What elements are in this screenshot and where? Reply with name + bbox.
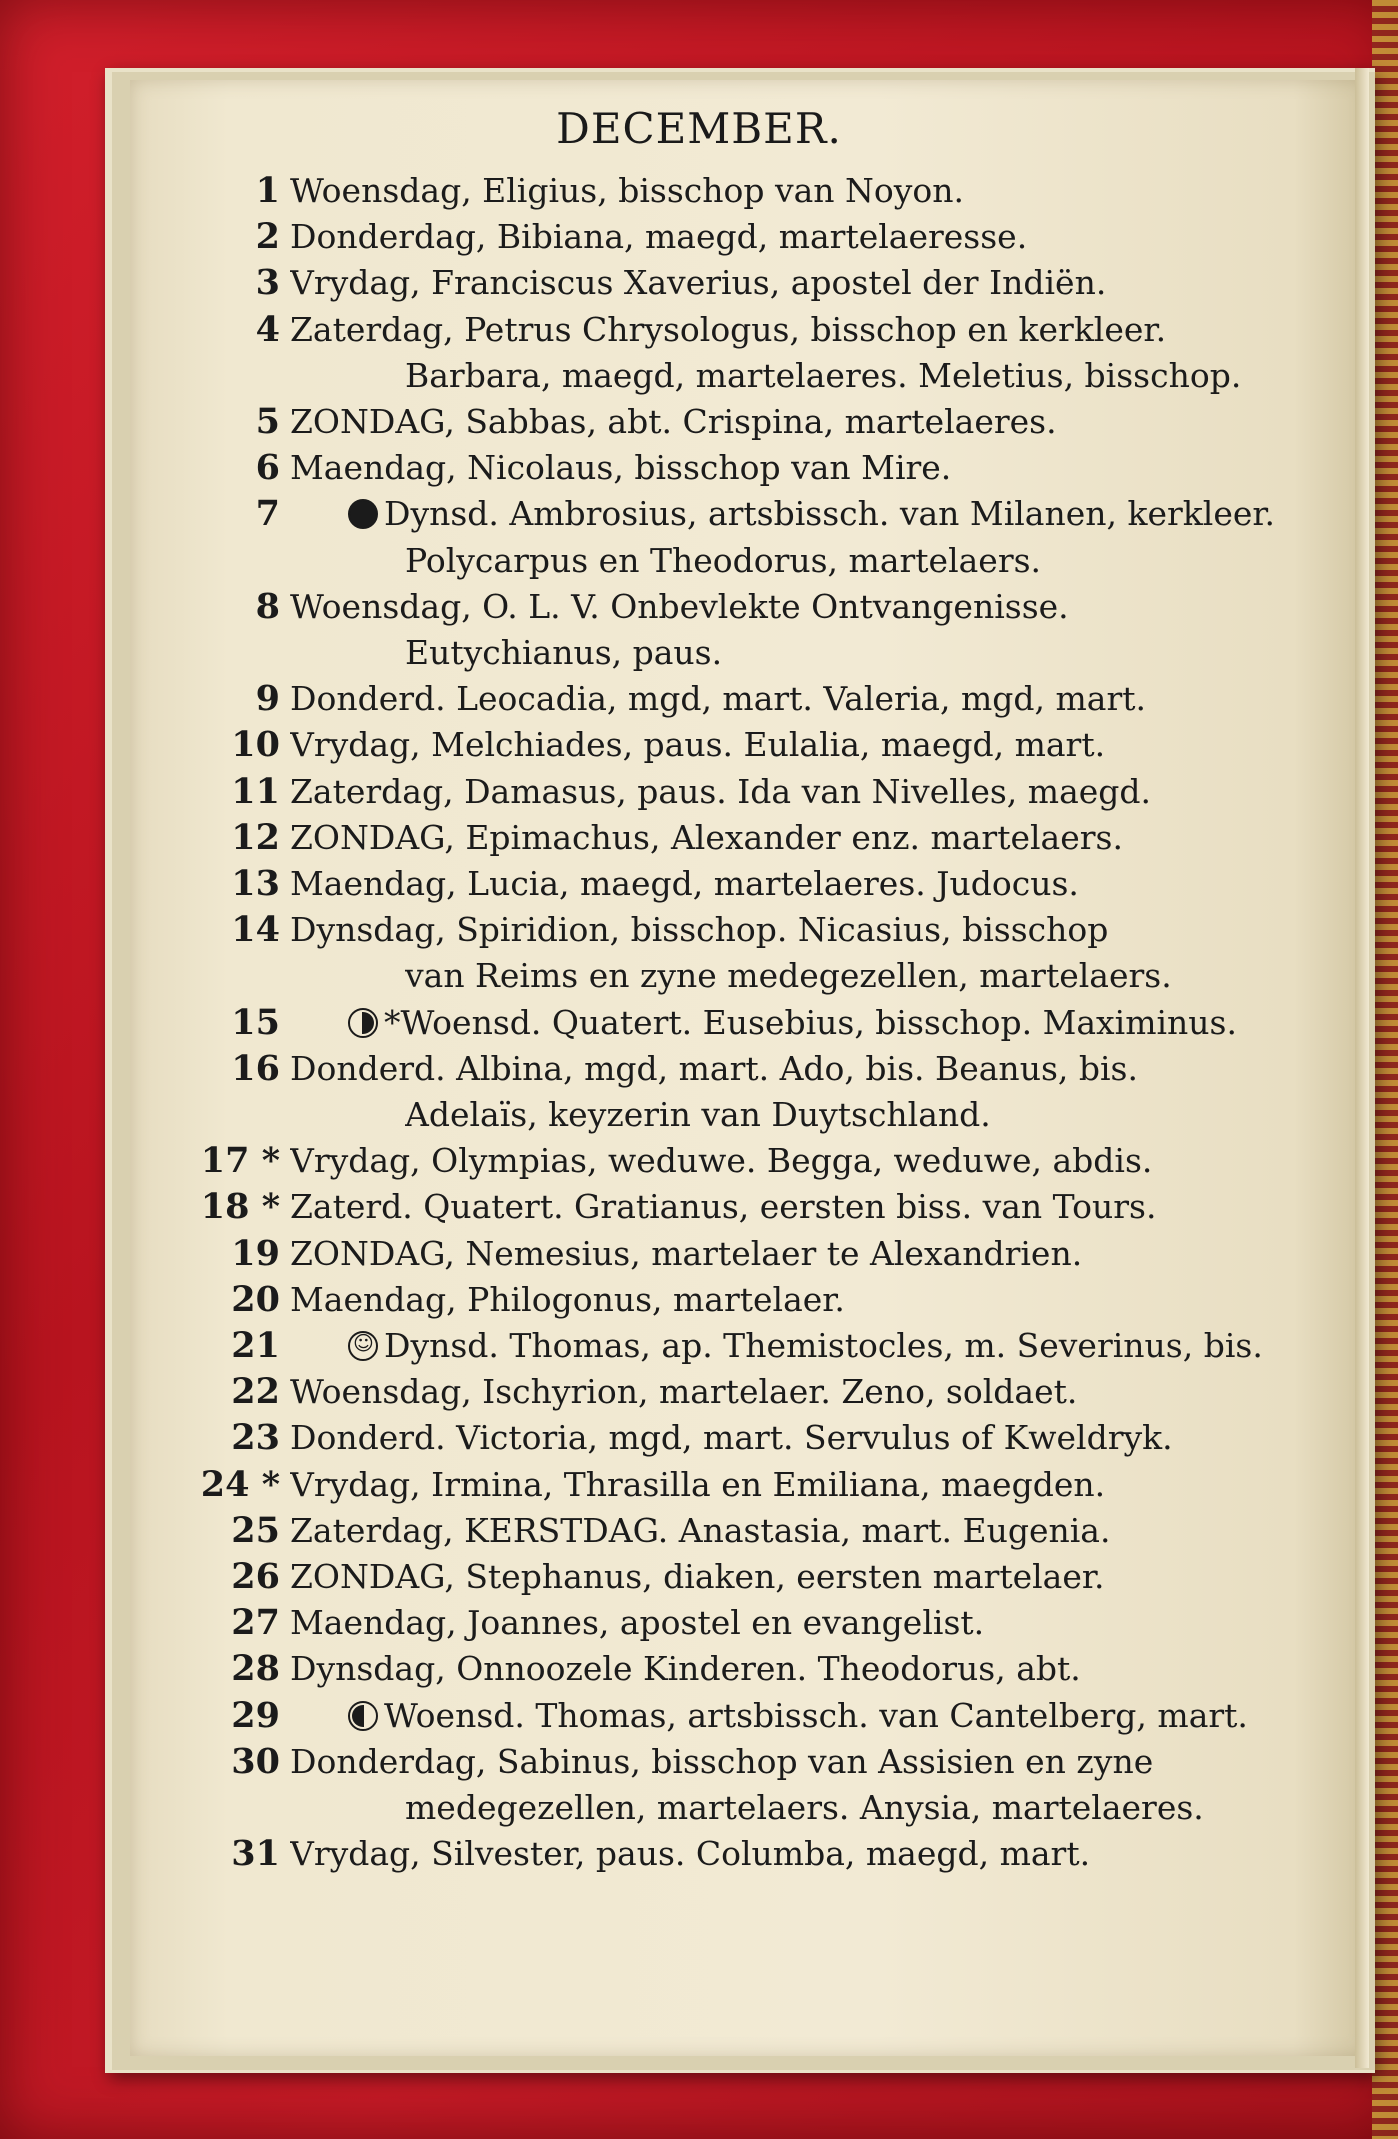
day-number-text: 24 *	[200, 1463, 280, 1505]
day-number-text: 31	[231, 1833, 280, 1875]
entry-text: Maendag, Lucia, maegd, martelaeres. Judocus.	[290, 864, 1079, 903]
entry-text-continued: Polycarpus en Theodorus, martelaers.	[405, 540, 1042, 580]
day-number-text: 25	[231, 1509, 280, 1551]
day-number-text: 21	[231, 1325, 280, 1366]
moon-phase-first-icon	[348, 1008, 378, 1038]
entry-text: *Woensd. Quatert. Eusebius, bisschop. Maximinus.	[384, 1002, 1237, 1042]
entry-text: Vrydag, Silvester, paus. Columba, maegd, mart.	[290, 1834, 1091, 1874]
entry-text: Maendag, Nicolaus, bisschop van Mire.	[290, 448, 952, 488]
day-number-text: 1	[255, 170, 280, 211]
entry-text: Maendag, Joannes, apostel en evangelist.	[290, 1603, 985, 1643]
day-number-text: 23	[231, 1417, 280, 1459]
entry-text: Vrydag, Franciscus Xaverius, apostel der Indiën.	[290, 263, 1107, 303]
entry-text: Woensdag, Ischyrion, martelaer. Zeno, soldaet.	[290, 1372, 1078, 1412]
entry-text-continued: Eutychianus, paus.	[405, 633, 723, 672]
entry-text: Dynsd. Ambrosius, artsbissch. van Milanen, kerkleer.	[384, 494, 1276, 534]
month-title: DECEMBER.	[556, 104, 842, 153]
day-number-text: 4	[255, 308, 280, 350]
day-number-text: 3	[255, 262, 280, 304]
entry-text: Woensdag, O. L. V. Onbevlekte Ontvangenisse.	[290, 586, 1069, 626]
day-number-text: 9	[255, 678, 280, 720]
entry-text: Dynsd. Thomas, ap. Themistocles, m. Severinus, bis.	[384, 1326, 1263, 1365]
entry-text: ZONDAG, Sabbas, abt. Crispina, martelaeres.	[290, 402, 1057, 441]
entry-text: Donderd. Leocadia, mgd, mart. Valeria, mgd, mart.	[290, 679, 1146, 719]
day-number-text: 15	[231, 1001, 280, 1043]
entry-text-continued: Barbara, maegd, martelaeres. Meletius, bisschop.	[405, 355, 1242, 395]
entry-text: Woensdag, Eligius, bisschop van Noyon.	[290, 171, 965, 210]
day-number-text: 14	[231, 909, 280, 951]
moon-phase-full-icon	[348, 1331, 378, 1361]
day-number-text: 10	[231, 724, 280, 766]
moon-phase-last-icon	[348, 1701, 378, 1731]
entry-text-continued: medegezellen, martelaers. Anysia, martelaeres.	[405, 1788, 1204, 1827]
entry-text: Woensd. Thomas, artsbissch. van Cantelberg, mart.	[384, 1695, 1248, 1735]
entry-text: Zaterd. Quatert. Gratianus, eersten biss. van Tours.	[290, 1187, 1157, 1227]
day-number-text: 19	[231, 1232, 280, 1274]
entry-text: Dynsdag, Onnoozele Kinderen. Theodorus, abt.	[290, 1649, 1081, 1689]
day-number-text: 20	[231, 1278, 280, 1320]
entry-text: Vrydag, Irmina, Thrasilla en Emiliana, maegden.	[290, 1464, 1106, 1504]
entry-text-continued: Adelaïs, keyzerin van Duytschland.	[405, 1095, 991, 1134]
day-number-text: 27	[231, 1602, 280, 1644]
entry-text: ZONDAG, Epimachus, Alexander enz. martelaers.	[290, 817, 1123, 857]
entry-text: Vrydag, Melchiades, paus. Eulalia, maegd, mart.	[290, 725, 1106, 765]
entry-text: ZONDAG, Stephanus, diaken, eersten martelaer.	[290, 1557, 1105, 1596]
day-number-text: 13	[231, 863, 280, 904]
entry-text: Donderdag, Bibiana, maegd, martelaeresse.	[290, 217, 1028, 257]
book-spine-edge	[1372, 0, 1398, 2139]
entry-text-continued: van Reims en zyne medegezellen, martelaers.	[405, 956, 1172, 996]
day-number-text: 17 *	[200, 1140, 280, 1182]
page-gutter	[1355, 68, 1369, 2068]
entry-text: Maendag, Philogonus, martelaer.	[290, 1279, 845, 1319]
entry-text: Donderd. Victoria, mgd, mart. Servulus of Kweldryk.	[290, 1418, 1173, 1458]
day-number-text: 28	[231, 1648, 280, 1690]
day-number-text: 2	[255, 216, 280, 258]
entry-text: Donderd. Albina, mgd, mart. Ado, bis. Beanus, bis.	[290, 1048, 1138, 1088]
entry-text: Vrydag, Olympias, weduwe. Begga, weduwe, abdis.	[290, 1141, 1153, 1181]
entry-text: Dynsdag, Spiridion, bisschop. Nicasius, bisschop	[290, 910, 1109, 950]
day-number-text: 12	[231, 816, 280, 858]
day-number-text: 30	[231, 1740, 280, 1782]
day-number-text: 6	[255, 447, 280, 489]
day-number-text: 26	[231, 1556, 280, 1597]
day-number-text: 5	[255, 401, 280, 442]
day-number-text: 7	[255, 493, 280, 535]
day-number-text: 29	[231, 1694, 280, 1736]
day-number-text: 18 *	[200, 1186, 280, 1228]
entry-text: Zaterdag, Damasus, paus. Ida van Nivelles, maegd.	[290, 771, 1152, 811]
day-number-text: 11	[231, 770, 280, 812]
day-number-text: 8	[255, 585, 280, 627]
entry-text: Zaterdag, Petrus Chrysologus, bisschop en kerkleer.	[290, 309, 1167, 349]
entry-text: ZONDAG, Nemesius, martelaer te Alexandrien.	[290, 1233, 1083, 1273]
entry-text: Donderdag, Sabinus, bisschop van Assisien en zyne	[290, 1741, 1154, 1781]
entry-text: Zaterdag, KERSTDAG. Anastasia, mart. Eugenia.	[290, 1510, 1111, 1550]
day-number-text: 16	[231, 1047, 280, 1089]
day-number-text: 22	[231, 1371, 280, 1413]
